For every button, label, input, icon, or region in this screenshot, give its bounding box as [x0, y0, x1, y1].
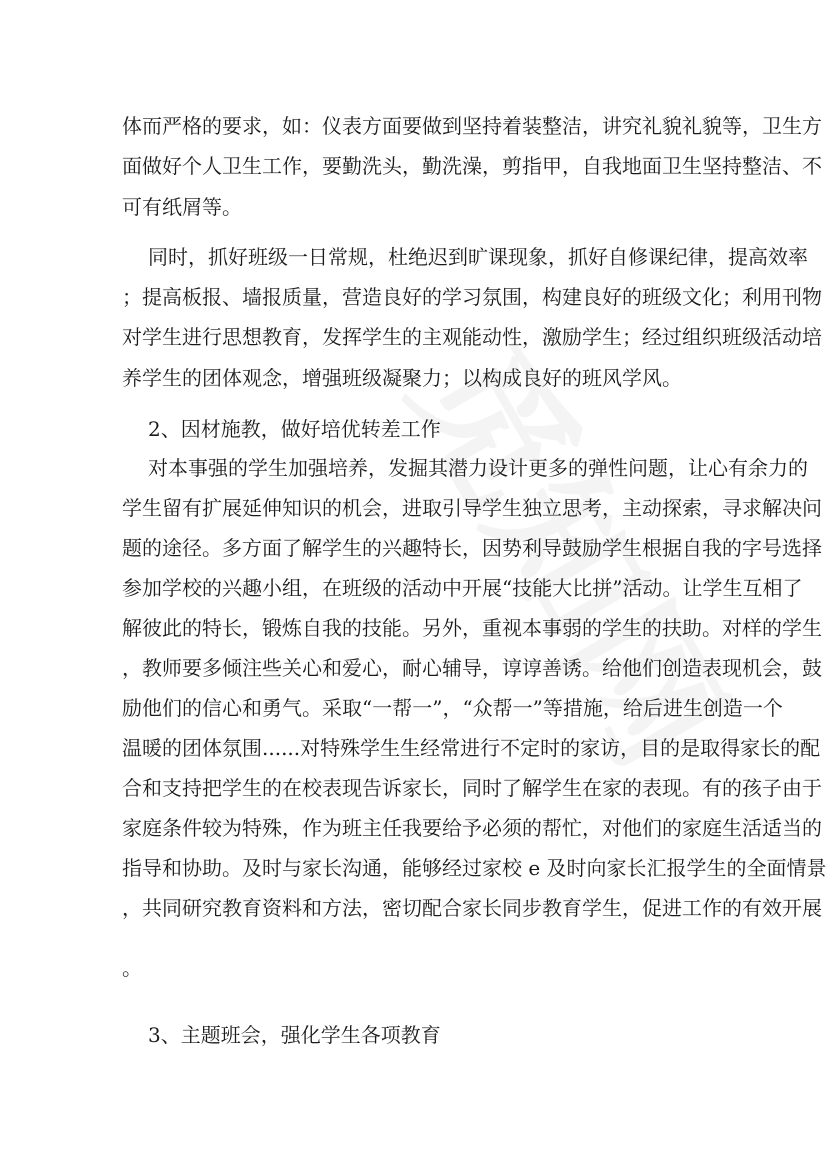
paragraph-line: 励他们的信心和勇气。采取“一帮一”，“众帮一”等措施，给后进生创造一个 — [122, 696, 783, 720]
paragraph-line: 养学生的团体观念，增强班级凝聚力；以构成良好的班风学风。 — [122, 366, 682, 390]
section-heading: 2、因材施教，做好培优转差工作 — [148, 417, 441, 441]
paragraph-line: 指导和协助。及时与家长沟通，能够经过家校 e 及时向家长汇报学生的全面情景 — [122, 856, 827, 880]
paragraph-line: 题的途径。多方面了解学生的兴趣特长，因势利导鼓励学生根据自我的字号选择 — [122, 536, 822, 560]
paragraph-line: ，教师要多倾注些关心和爱心，耐心辅导，谆谆善诱。给他们创造表现机会，鼓 — [122, 656, 822, 680]
paragraph-line: 。 — [122, 956, 142, 980]
paragraph-line: 体而严格的要求，如：仪表方面要做到坚持着装整洁，讲究礼貌礼貌等，卫生方 — [122, 114, 822, 138]
section-heading: 3、主题班会，强化学生各项教育 — [148, 1023, 441, 1047]
paragraph-line: 面做好个人卫生工作，要勤洗头，勤洗澡，剪指甲，自我地面卫生坚持整洁、不 — [122, 154, 822, 178]
paragraph-line: 对本事强的学生加强培养，发掘其潜力设计更多的弹性问题，让心有余力的 — [148, 456, 808, 480]
paragraph-line: 同时，抓好班级一日常规，杜绝迟到旷课现象，抓好自修课纪律，提高效率 — [148, 245, 808, 269]
paragraph-line: 解彼此的特长，锻炼自我的技能。另外，重视本事弱的学生的扶助。对样的学生 — [122, 616, 822, 640]
paragraph-line: 合和支持把学生的在校表现告诉家长，同时了解学生在家的表现。有的孩子由于 — [122, 776, 822, 800]
paragraph-line: 家庭条件较为特殊，作为班主任我要给予必须的帮忙，对他们的家庭生活适当的 — [122, 816, 822, 840]
paragraph-line: 可有纸屑等。 — [122, 195, 242, 219]
paragraph-line: 参加学校的兴趣小组，在班级的活动中开展“技能大比拼”活动。让学生互相了 — [122, 576, 803, 600]
paragraph-line: ，共同研究教育资料和方法，密切配合家长同步教育学生，促进工作的有效开展 — [122, 896, 822, 920]
paragraph-line: 温暖的团体氛围......对特殊学生生经常进行不定时的家访，目的是取得家长的配 — [122, 736, 821, 760]
paragraph-line: 对学生进行思想教育，发挥学生的主观能动性，激励学生；经过组织班级活动培 — [122, 325, 822, 349]
paragraph-line: 学生留有扩展延伸知识的机会，进取引导学生独立思考，主动探索，寻求解决问 — [122, 496, 822, 520]
paragraph-line: ；提高板报、墙报质量，营造良好的学习氛围，构建良好的班级文化；利用刊物 — [122, 285, 822, 309]
